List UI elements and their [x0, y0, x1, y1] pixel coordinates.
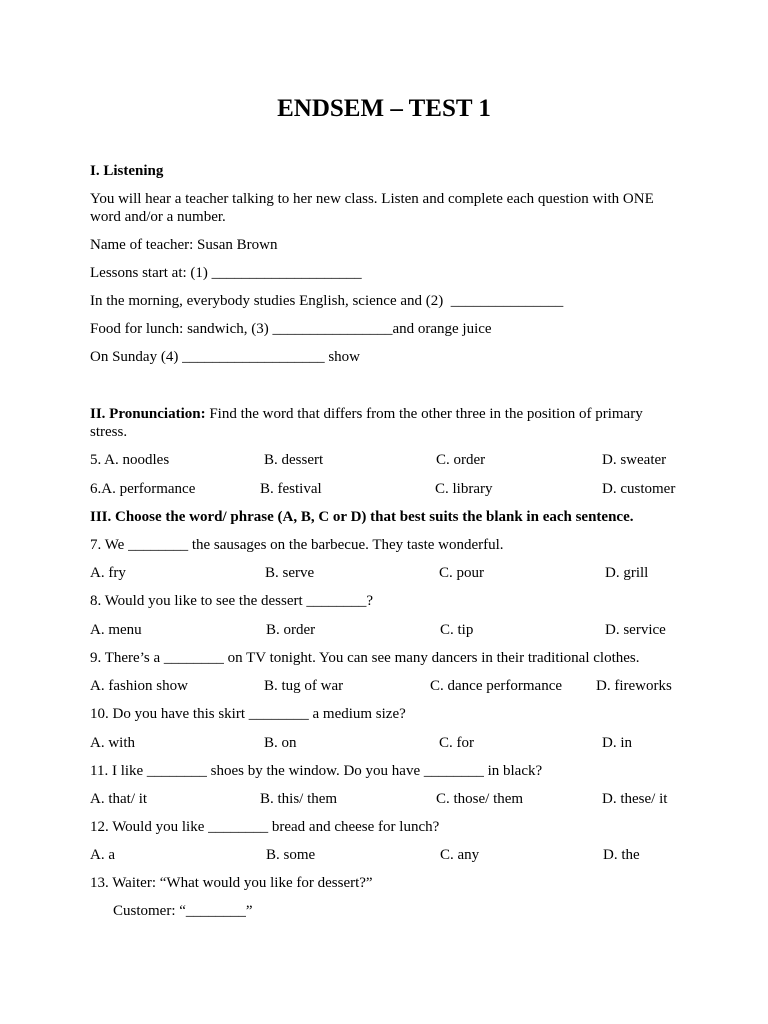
q10-option-b: B. on	[264, 735, 297, 751]
q8-option-d: D. service	[605, 622, 666, 638]
q5-option-c: C. order	[436, 452, 486, 468]
question-11-stem: 11. I like ________ shoes by the window. Do you have ________ in black?	[90, 763, 543, 779]
q8-option-c: C. tip	[440, 622, 474, 638]
q5-option-a: 5. A. noodles	[90, 452, 170, 468]
q10-option-a: A. with	[90, 735, 135, 751]
q6-option-a: 6.A. performance	[90, 481, 196, 497]
q8-option-a: A. menu	[90, 622, 142, 638]
question-13-customer-line: Customer: “________”	[113, 903, 253, 919]
q9-option-c: C. dance performance	[430, 678, 563, 694]
question-7-stem: 7. We ________ the sausages on the barbecue. They taste wonderful.	[90, 537, 504, 553]
question-8-stem: 8. Would you like to see the dessert ________?	[90, 593, 374, 609]
q12-option-a: A. a	[90, 847, 115, 863]
listening-line-2: In the morning, everybody studies English, science and (2) _______________	[90, 293, 564, 309]
q10-option-c: C. for	[439, 735, 474, 751]
q12-option-c: C. any	[440, 847, 480, 863]
q6-option-c: C. library	[435, 481, 493, 497]
q12-option-d: D. the	[603, 847, 640, 863]
q7-option-b: B. serve	[265, 565, 315, 581]
listening-line-teacher: Name of teacher: Susan Brown	[90, 237, 278, 253]
q9-option-a: A. fashion show	[90, 678, 188, 694]
q6-option-d: D. customer	[602, 481, 676, 497]
q11-option-b: B. this/ them	[260, 791, 338, 807]
listening-line-1: Lessons start at: (1) ____________________	[90, 265, 362, 281]
q9-option-b: B. tug of war	[264, 678, 344, 694]
question-12-stem: 12. Would you like ________ bread and cheese for lunch?	[90, 819, 440, 835]
pronunciation-instruction: Find the word that differs from the other three in the position of primary stress.	[90, 406, 643, 440]
q11-option-a: A. that/ it	[90, 791, 148, 807]
choose-heading: III. Choose the word/ phrase (A, B, C or D) that best suits the blank in each sentence.	[90, 509, 634, 525]
q11-option-d: D. these/ it	[602, 791, 668, 807]
pronunciation-instruction-block	[90, 405, 680, 441]
listening-heading: I. Listening	[90, 163, 164, 179]
q11-option-c: C. those/ them	[436, 791, 524, 807]
q9-option-d: D. fireworks	[596, 678, 672, 694]
question-13-stem: 13. Waiter: “What would you like for dessert?”	[90, 875, 373, 891]
q5-option-b: B. dessert	[264, 452, 324, 468]
listening-line-3: Food for lunch: sandwich, (3) ________________and orange juice	[90, 321, 492, 337]
q7-option-c: C. pour	[439, 565, 484, 581]
listening-instruction: You will hear a teacher talking to her new class. Listen and complete each question with ONE word and/or a number.	[90, 191, 654, 225]
q12-option-b: B. some	[266, 847, 316, 863]
listening-line-4: On Sunday (4) ___________________ show	[90, 349, 360, 365]
pronunciation-heading: II. Pronunciation:	[90, 406, 206, 422]
q7-option-d: D. grill	[605, 565, 649, 581]
q7-option-a: A. fry	[90, 565, 126, 581]
q5-option-d: D. sweater	[602, 452, 667, 468]
q8-option-b: B. order	[266, 622, 316, 638]
document-title: ENDSEM – TEST 1	[277, 95, 491, 122]
question-9-stem: 9. There’s a ________ on TV tonight. You can see many dancers in their traditional clothes.	[90, 650, 640, 666]
q6-option-b: B. festival	[260, 481, 322, 497]
q10-option-d: D. in	[602, 735, 632, 751]
question-10-stem: 10. Do you have this skirt ________ a medium size?	[90, 706, 406, 722]
